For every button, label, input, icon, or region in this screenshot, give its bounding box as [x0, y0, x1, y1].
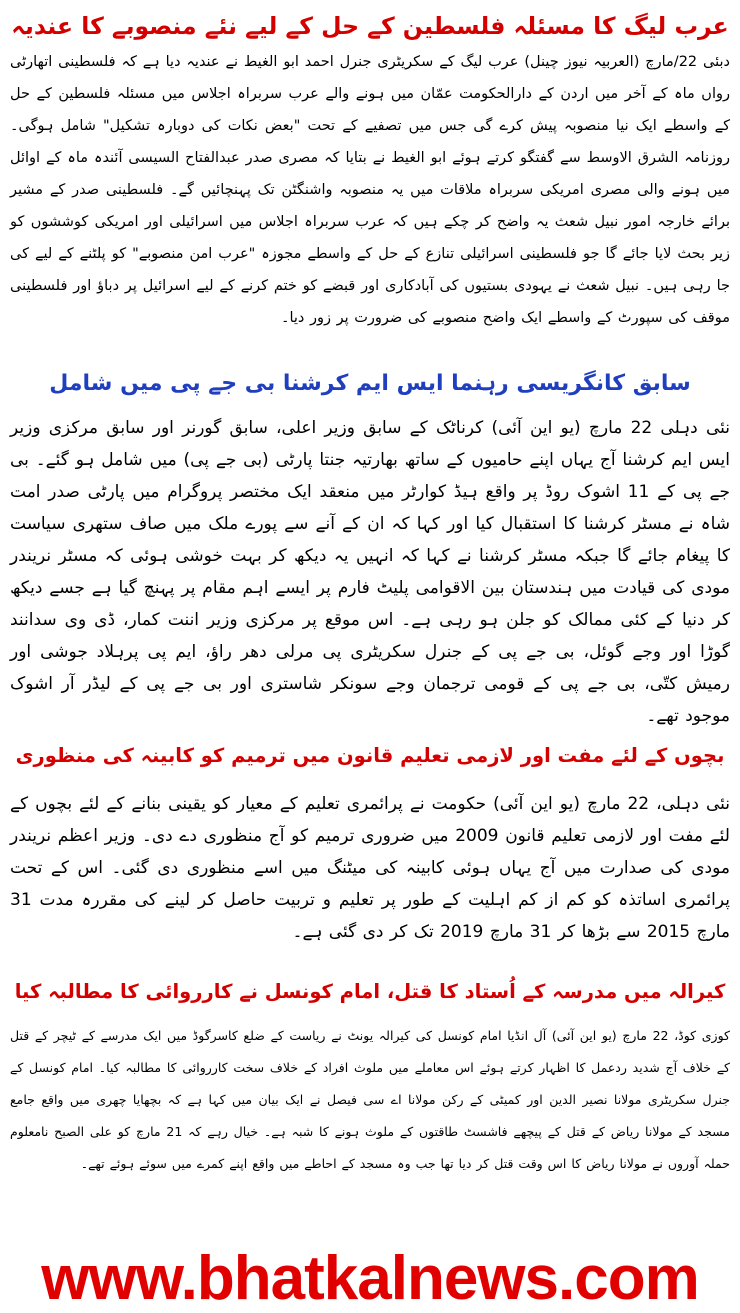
website-footer[interactable]: www.bhatkalnews.com — [41, 1244, 699, 1313]
headline-arab-league: عرب لیگ کا مسئلہ فلسطین کے حل کے لیے نئے منصوبے کا عندیہ — [11, 12, 729, 40]
headline-education-law: بچوں کے لئے مفت اور لازمی تعلیم قانون میں ترمیم کو کابینہ کی منظوری — [15, 744, 725, 767]
article-body-education-law: نئی دہلی، 22 مارچ (یو این آئی) حکومت نے پرائمری تعلیم کے معیار کو یقینی بنانے کے لئے بچوں کے لئے مفت اور لازمی تعلیم قانون 2009 میں ضروری ترمیم کو آج منظوری دے دی۔ وزیر اعظم نریندر مودی کی صدارت میں آج یہاں ہوئی کابینہ کی میٹنگ میں اسے منظوری دی گئی۔ اس کے تحت پرائمری اساتذہ کو کم از کم اہلیت کے طور پر تعلیم و تربیت حاصل کر لینے کی مقررہ مدت 31 مارچ 2015 سے بڑھا کر 31 مارچ 2019 تک کر دی گئی ہے۔ — [10, 794, 730, 942]
headline-sm-krishna: سابق کانگریسی رہنما ایس ایم کرشنا بی جے پی میں شامل — [49, 371, 691, 396]
article-body-kerala-madrasa: کوزی کوڈ، 22 مارچ (یو این آئی) آل انڈیا امام کونسل کی کیرالہ یونٹ نے ریاست کے ضلع کاسرگوڈ میں ایک مدرسے کے ٹیچر کے قتل کے خلاف آج شدید ردعمل کا اظہار کرتے ہوئے اس معاملے میں ملوث افراد کے خلاف سخت کارروائی کا مطالبہ کیا۔ امام کونسل کے جنرل سکریٹری مولانا نصیر الدین اور کمیٹی کے رکن مولانا اے سی فیصل نے ایک بیان میں کہا ہے کہ بچھایا چھری میں واقع جامع مسجد کے مولانا ریاض کے قتل کے پیچھے فاشسٹ طاقتوں کے ملوث ہونے کا شبہ ہے۔ خیال رہے کہ 21 مارچ کو علی الصبح نامعلوم حملہ آوروں نے مولانا ریاض کا اس وقت قتل کر دیا تھا جب وہ مسجد کے احاطے میں واقع اپنے کمرے میں سوئے ہوئے تھے۔ — [10, 1028, 731, 1171]
article-body-arab-league: دبئی 22/مارچ (العربیہ نیوز چینل) عرب لیگ کے سکریٹری جنرل احمد ابو الغیط نے عندیہ دیا ہے کہ فلسطینی اتھارٹی رواں ماہ کے آخر میں اردن کے دارالحکومت عمّان میں ہونے والے عرب سربراہ اجلاس میں مسئلہ فلسطین کے حل کے واسطے ایک نیا منصوبہ پیش کرے گی جس میں تصفیے کے تحت "بعض نکات کی دوبارہ تشکیل" شامل ہوگی۔ روزنامہ الشرق الاوسط سے گفتگو کرتے ہوئے ابو الغیط نے بتایا کہ مصری صدر عبدالفتاح السیسی آئندہ ماہ کے اوائل میں ہونے والی مصری امریکی سربراہ ملاقات میں یہ منصوبہ واشنگٹن تک پہنچائیں گے۔ فلسطینی صدر کے مشیر برائے خارجہ امور نبیل شعث یہ واضح کر چکے ہیں کہ عرب سربراہ اجلاس میں اسرائیلی اور امریکی کوششوں کو زیر بحث لایا جائے گا جو فلسطینی اسرائیلی تنازع کے حل کے واسطے مجوزہ "عرب امن منصوبے" کو پلٹنے کے لیے کی جا رہی ہیں۔ نبیل شعث نے یہودی بستیوں کی آبادکاری اور قبضے کو ختم کرنے کے لیے اسرائیل پر دباؤ اور فلسطینی موقف کی سپورٹ کے واسطے ایک واضح منصوبے کی ضرورت پر زور دیا۔ — [10, 54, 730, 326]
headline-kerala-madrasa: کیرالہ میں مدرسہ کے اُستاد کا قتل، امام کونسل نے کارروائی کا مطالبہ کیا — [14, 980, 726, 1003]
article-body-sm-krishna: نئی دہلی 22 مارچ (یو این آئی) کرناٹک کے سابق وزیر اعلی، سابق گورنر اور سابق مرکزی وزیر ایس ایم کرشنا آج یہاں اپنے حامیوں کے ساتھ بھارتیہ جنتا پارٹی (بی جے پی) میں شامل ہو گئے۔ بی جے پی کے 11 اشوک روڈ پر واقع ہیڈ کوارٹر میں منعقد ایک مختصر پروگرام میں پارٹی صدر امت شاہ نے مسٹر کرشنا کا استقبال کیا اور کہا کہ ان کے آنے سے پورے ملک میں صاف ستھری سیاست کا پیغام جائے گا جبکہ مسٹر کرشنا نے کہا کہ انہیں یہ دیکھ کر بہت خوشی ہوئی کہ مسٹر نریندر مودی کی قیادت میں ہندستان بین الاقوامی پلیٹ فارم پر ایسے اہم مقام پر پہنچ گیا ہے جسے دیکھ کر دنیا کے کئی ممالک کو جلن ہو رہی ہے۔ اس موقع پر مرکزی وزیر اننت کمار، ڈی وی سدانند گوڑا اور وجے گوئل، بی جے پی کے جنرل سکریٹری پی مرلی دھر راؤ، ایم پی پرہلاد جوشی اور رمیش کتّی، بی جے پی کے قومی ترجمان وجے سونکر شاستری اور بی جے پی کے لیڈر آر اشوک موجود تھے۔ — [10, 418, 730, 726]
